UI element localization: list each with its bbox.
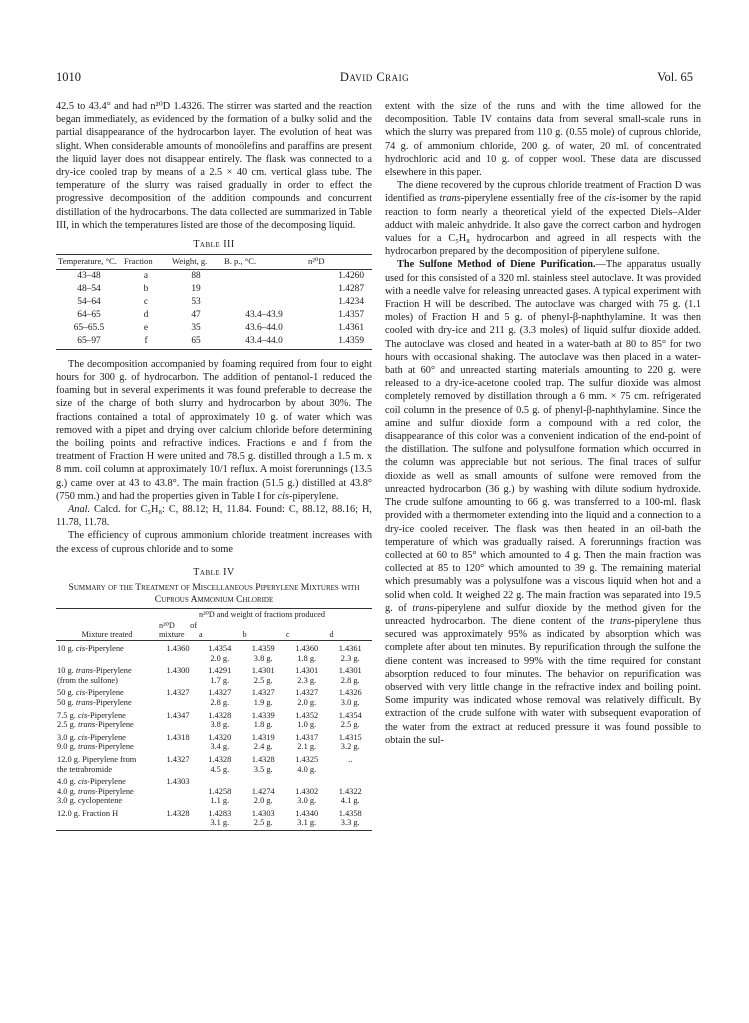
table-cell: 43.6–44.0 <box>245 322 283 333</box>
running-header <box>56 70 693 86</box>
fraction-weight: 3.5 g. <box>253 764 273 774</box>
mixture-nd: 1.4327 <box>166 754 190 764</box>
fraction-cell <box>198 774 241 806</box>
fraction-nd: 1.4302 <box>295 786 319 796</box>
fraction-nd: 1.4317 <box>295 732 319 742</box>
fraction-weight: 3.0 g. <box>340 697 360 707</box>
fraction-cell <box>241 806 284 831</box>
fraction-cell <box>198 685 241 707</box>
anal-label: Anal. <box>68 503 91 515</box>
fraction-cell <box>198 806 241 831</box>
table-title: Summary of the Treatment of Miscellaneous Piperylene Mixtures with Cuprous Ammonium Chloride <box>68 581 360 605</box>
table-cell: 1.4287 <box>338 283 364 294</box>
fraction-weight: 4.0 g. <box>297 764 317 774</box>
anal-text: Calcd. for C₅H₈: C, 88.12; H, 11.84. Found: C, 88.12, 88.16; H, 11.78, 11.78. <box>56 503 372 529</box>
column-header: Fraction <box>122 255 170 270</box>
table-cell: 19 <box>191 283 201 294</box>
table-cell: 65 <box>170 335 222 350</box>
table-cell: 47 <box>191 309 201 320</box>
mixture-nd: 1.4360 <box>166 643 190 653</box>
mixture-cell <box>56 806 158 831</box>
fraction-cell <box>328 806 372 831</box>
column-header: a <box>198 620 241 641</box>
table-cell: 43–48 <box>77 270 101 281</box>
fraction-cell <box>198 752 241 774</box>
table-cell: 1.4234 <box>338 296 364 307</box>
mixture-line: 3.0 g. cyclopentene <box>57 796 123 806</box>
fraction-nd: 1.4327 <box>208 688 232 698</box>
fraction-cell <box>328 730 372 752</box>
column-header: b <box>241 620 284 641</box>
paragraph: extent with the size of the runs and with the time allowed for the decomposition. Table IV contains data from several small-scale runs in which the slurry was prepared from 110 g. (0.55 mole) of cuprous chloride, 74 g. of ammonium chloride, 200 g. of water, 20 ml. of concentrated hydrochloric acid and 10 g. of copper wool. These data are discussed elsewhere in this paper. <box>385 101 701 179</box>
table-row <box>56 806 372 831</box>
mixture-cell <box>56 730 158 752</box>
fraction-cell <box>285 663 328 685</box>
mixture-line: 2.5 g. trans-Piperylene <box>57 720 134 730</box>
fraction-weight: 1.8 g. <box>253 720 273 730</box>
table-cell: 1.4260 <box>338 270 364 281</box>
fraction-cell <box>241 774 284 806</box>
fraction-cell <box>328 640 372 663</box>
fraction-nd: 1.4352 <box>295 710 319 720</box>
fraction-nd: 1.4328 <box>208 754 232 764</box>
fraction-nd: .. <box>348 754 353 764</box>
column-header: c <box>285 620 328 641</box>
table-row <box>56 663 372 685</box>
fraction-cell <box>328 752 372 774</box>
table-cell: 65–65.5 <box>73 322 105 333</box>
mixture-nd: 1.4300 <box>166 666 190 676</box>
table-row <box>56 269 372 283</box>
fraction-nd: 1.4319 <box>251 732 275 742</box>
table-row <box>56 730 372 752</box>
fraction-nd: 1.4354 <box>208 643 232 653</box>
mixture-line: 9.0 g. trans-Piperylene <box>57 742 134 752</box>
table-cell: 35 <box>191 322 201 333</box>
span-header: n²⁰D and weight of fractions produced <box>198 608 372 620</box>
left-column <box>56 100 372 831</box>
table-caption: Table III <box>193 239 235 251</box>
fraction-cell <box>198 708 241 730</box>
fraction-nd: 1.4327 <box>251 688 275 698</box>
fraction-nd: 1.4283 <box>208 808 232 818</box>
fraction-cell <box>285 730 328 752</box>
page-number: 1010 <box>56 70 81 84</box>
fraction-weight: 2.8 g. <box>340 675 360 685</box>
fraction-nd: 1.4328 <box>208 710 232 720</box>
fraction-cell <box>241 663 284 685</box>
fraction-weight: 1.1 g. <box>210 796 230 806</box>
fraction-cell <box>241 752 284 774</box>
fraction-cell <box>285 640 328 663</box>
table-cell: 43.4–44.0 <box>222 335 306 350</box>
fraction-nd: 1.4360 <box>295 643 319 653</box>
fraction-nd: 1.4358 <box>338 808 362 818</box>
table-cell: 43.4–43.9 <box>245 309 283 320</box>
table-cell <box>222 269 306 283</box>
column-header: Temperature, °C. <box>56 255 122 270</box>
mixture-nd: 1.4347 <box>166 710 190 720</box>
fraction-nd: 1.4301 <box>338 666 362 676</box>
mixture-nd: 1.4328 <box>158 806 198 831</box>
fraction-weight: 1.8 g. <box>297 653 317 663</box>
table-cell: 88 <box>191 270 201 281</box>
fraction-cell <box>198 640 241 663</box>
table-cell: c <box>143 296 149 307</box>
fraction-cell <box>328 685 372 707</box>
table-cell: 1.4361 <box>338 322 364 333</box>
fraction-weight: 2.0 g. <box>253 796 273 806</box>
fraction-nd: 1.4361 <box>338 643 362 653</box>
paragraph: 42.5 to 43.4° and had n²⁰D 1.4326. The stirrer was started and the reaction began immediately, as evidenced by the formation of a bulky solid and the partial disappearance of the hydrocarbon layer. The evolution of heat was slight. When considerable amounts of monoölefins and paraffins are present the liquid layer does not disappear entirely. The flask was connected to a dry-ice cooled trap by means of a 2.5 × 40 cm. vertical glass tube. The temperature of the slurry was raised gradually in order to effect the progressive decomposition of the addition compounds and concurrent distillation of the hydrocarbons. The data collected are summarized in Table III, in which the temperatures listed are those of the decomposing liquid. <box>56 101 372 231</box>
fraction-weight: 4.5 g. <box>210 764 230 774</box>
fraction-nd: 1.4301 <box>295 666 319 676</box>
table-cell <box>222 283 306 296</box>
mixture-line: the tetrabromide <box>57 764 113 774</box>
fraction-weight: 3.0 g. <box>297 796 317 806</box>
fraction-nd: 1.4340 <box>295 808 319 818</box>
fraction-weight: 2.5 g. <box>253 675 273 685</box>
fraction-cell <box>285 774 328 806</box>
column-header: d <box>328 620 372 641</box>
table-iii <box>56 254 372 350</box>
fraction-cell <box>241 708 284 730</box>
fraction-nd: 1.4339 <box>251 710 275 720</box>
header-spacer <box>56 608 158 620</box>
fraction-cell <box>328 663 372 685</box>
mixture-cell <box>56 663 158 685</box>
fraction-nd: 1.4274 <box>251 786 275 796</box>
table-cell: e <box>143 322 149 333</box>
header-spacer <box>158 608 198 620</box>
paragraph: The decomposition accompanied by foaming required from four to eight hours for 300 g. of hydrocarbon. The addition of pentanol-1 reduced the foaming but in several experiments it was found preferable to decrease the size of the charge of both slurry and hydrocarbon by about 30%. The fractions contained a total of approximately 10 g. of water which was removed with a pipet and drying over calcium chloride before determining the boiling points and refractive indices. Fractions e and f from the treatment of Fraction H were united and 78.5 g. distilled through a 1.5 m. x 8 mm. coil column at approximately 10/1 reflux. A moist forerunnings (13.5 g.) came over at 43 to 43.8°. The main fraction (51.5 g.) distilled at 43.8° (750 mm.) and had the properties given in Table I for cis-piperylene. <box>56 358 372 502</box>
column-header: B. p., °C. <box>222 255 306 270</box>
fraction-nd: 1.4325 <box>295 754 319 764</box>
table-row <box>56 685 372 707</box>
section-paragraph <box>385 258 701 747</box>
fraction-cell <box>285 685 328 707</box>
table-row <box>56 774 372 806</box>
section-text: —The apparatus usually used for this consisted of a 320 ml. stainless steel autoclave. It was provided with a needle valve for releasing unreacted gases. A typical experiment with Fraction H will be described. The autoclave was charged with 75 g. (1.1 moles) of Fraction H and 5 g. of phenyl-β-naphthylamine. It was then cooled with dry-ice and 211 g. (3.3 moles) of liquid sulfur dioxide added. The autoclave was closed and heated in a water-bath at 80 to 85° for two hours with occasional shaking. The autoclave was then placed in a water-bath at 60° and unreacted starting materials amounting to 220 g. were released to a dry-ice-acetone cooled trap. The sulfur dioxide was almost completely removed by distillation through a 6 mm. × 75 cm. refrigerated coil column in the presence of 0.5 g. of phenyl-β-naphthylamine. Since the amine and sulfur dioxide form a compound with a red color, the disappearance of this color was a convenient indication of the end-point of the distillation. The sulfone and polysulfone formation which occurred in the column was appreciable but not serious. The final traces of sulfur dioxide as well as small amounts of sulfone were removed from the unreacted hydrocarbon (36 g.) by washing with dilute sodium hydroxide. The crude sulfone amounting to 66 g. was transferred to a 100-ml. flask provided with a thermometer extending into the liquid and a connection to a dry-ice cooled receiver. The flask was then heated in an oil-bath the temperature of which was gradually raised. A forerunnings fraction was collected at 60 to 85° which amounted to 4 g. Then the main fraction was collected at 85 to 120° which amounted to 39 g. The remaining material which presumably was a polysulfone was a viscous liquid when hot and a solid when cold. It weighed 22 g. The main fraction was separated into 19.5 g. of trans-piperylene and sulfur dioxide by the method given for the unreacted hydrocarbon. The diene content of the trans-piperylene thus secured was approximately 95% as indicated by absorption which was complete after about ten minutes. By repurification through the sulfone the diene content was increased to 99% with the time required for constant absorption reduced to four minutes. The behavior on repurification was observed with very little change in the refractive index and boiling point. Some impurity was indicated whose removal was relatively difficult. By extraction of the crude sulfone with water with subsequent evaporation of the water from the extract at reduced pressure it was found possible to obtain the sul- <box>385 259 702 746</box>
mixture-line: 12.0 g. Piperylene from <box>57 754 137 764</box>
fraction-weight: 2.0 g. <box>210 653 230 663</box>
fraction-cell <box>198 663 241 685</box>
fraction-nd: 1.4303 <box>251 808 275 818</box>
mixture-line: 10 g. cis-Piperylene <box>57 643 124 653</box>
table-cell: 48–54 <box>77 283 101 294</box>
fraction-weight: 3.1 g. <box>210 818 230 828</box>
fraction-weight: 2.5 g. <box>253 818 273 828</box>
fraction-cell <box>241 730 284 752</box>
mixture-nd: 1.4318 <box>166 732 190 742</box>
mixture-line: 50 g. trans-Piperylene <box>57 697 132 707</box>
fraction-weight: 2.8 g. <box>210 697 230 707</box>
table-cell: f <box>122 335 170 350</box>
fraction-weight: 2.3 g. <box>297 675 317 685</box>
column-header: n²⁰D of mixture <box>159 620 197 639</box>
table-row <box>56 752 372 774</box>
fraction-cell <box>285 806 328 831</box>
fraction-nd: 1.4258 <box>208 786 232 796</box>
fraction-cell <box>285 708 328 730</box>
fraction-nd: 1.4301 <box>251 666 275 676</box>
mixture-cell <box>56 708 158 730</box>
fraction-nd: 1.4322 <box>338 786 362 796</box>
table-cell: 1.4359 <box>306 335 372 350</box>
right-column <box>385 100 701 747</box>
column-header: Mixture treated <box>56 620 158 641</box>
table-row <box>56 335 372 350</box>
table-row <box>56 309 372 322</box>
mixture-line: (from the sulfone) <box>57 675 118 685</box>
running-author: David Craig <box>339 70 410 84</box>
mixture-line: 4.0 g. trans-Piperylene <box>57 786 134 796</box>
table-row <box>56 708 372 730</box>
section-title: The Sulfone Method of Diene Purification. <box>397 259 596 271</box>
table-cell: d <box>143 309 149 320</box>
mixture-line: 50 g. cis-Piperylene <box>57 688 124 698</box>
mixture-cell <box>56 685 158 707</box>
column-header: Weight, g. <box>170 255 222 270</box>
fraction-weight: 1.7 g. <box>210 675 230 685</box>
fraction-weight: 3.3 g. <box>340 818 360 828</box>
table-row <box>56 296 372 309</box>
mixture-cell <box>56 640 158 663</box>
fraction-weight: 1.9 g. <box>253 697 273 707</box>
analysis-paragraph <box>56 503 372 529</box>
mixture-line: 10 g. trans-Piperylene <box>57 666 132 676</box>
table-cell: b <box>143 283 149 294</box>
fraction-weight: 3.8 g. <box>253 653 273 663</box>
fraction-weight: 2.3 g. <box>340 653 360 663</box>
column-header: n²⁰D <box>306 255 372 270</box>
fraction-nd: 1.4315 <box>338 732 362 742</box>
fraction-weight: 3.8 g. <box>210 720 230 730</box>
paragraph: The efficiency of cuprous ammonium chloride treatment increases with the excess of cuprous chloride and to some <box>56 530 372 555</box>
fraction-weight: 2.1 g. <box>297 742 317 752</box>
fraction-weight: 4.1 g. <box>340 796 360 806</box>
fraction-weight: 2.0 g. <box>297 697 317 707</box>
volume-label: Vol. 65 <box>657 70 693 84</box>
fraction-cell <box>198 730 241 752</box>
fraction-nd: 1.4354 <box>338 710 362 720</box>
table-iv <box>56 608 372 831</box>
mixture-line: 3.0 g. cis-Piperylene <box>57 732 126 742</box>
fraction-nd: 1.4326 <box>338 688 362 698</box>
fraction-weight: 3.1 g. <box>297 818 317 828</box>
mixture-cell <box>56 774 158 806</box>
fraction-nd: 1.4328 <box>251 754 275 764</box>
mixture-line: 7.5 g. cis-Piperylene <box>57 710 126 720</box>
table-row <box>56 283 372 296</box>
table-cell: 64–65 <box>77 309 101 320</box>
mixture-line: 4.0 g. cis-Piperylene <box>57 777 126 787</box>
mixture-nd: 1.4327 <box>166 688 190 698</box>
fraction-nd: 1.4320 <box>208 732 232 742</box>
fraction-cell <box>241 685 284 707</box>
table-row <box>56 640 372 663</box>
fraction-nd: 1.4327 <box>295 688 319 698</box>
mixture-nd: 1.4303 <box>166 777 190 787</box>
mixture-cell <box>56 752 158 774</box>
fraction-cell <box>328 708 372 730</box>
fraction-weight: 1.0 g. <box>297 720 317 730</box>
fraction-weight: 2.5 g. <box>340 720 360 730</box>
table-cell: 65–97 <box>56 335 122 350</box>
fraction-cell <box>285 752 328 774</box>
table-cell: 53 <box>191 296 201 307</box>
fraction-weight: 3.4 g. <box>210 742 230 752</box>
fraction-cell <box>241 640 284 663</box>
mixture-line: 12.0 g. Fraction H <box>57 808 119 818</box>
table-caption: Table IV <box>193 566 235 578</box>
table-cell <box>222 296 306 309</box>
table-cell: 1.4357 <box>338 309 364 320</box>
fraction-weight: 2.4 g. <box>253 742 273 752</box>
table-cell: 54–64 <box>77 296 101 307</box>
fraction-weight: 3.2 g. <box>340 742 360 752</box>
table-cell: a <box>143 270 149 281</box>
paragraph: The diene recovered by the cuprous chloride treatment of Fraction D was identified as trans-piperylene essentially free of the cis-isomer by the rapid reaction to form nearly a theoretical yield of the expected Diels–Alder adduct with maleic anhydride. It also gave the correct carbon and hydrogen values for a C₅H₈ hydrocarbon and agreed in all respects with the hydrocarbon prepared by the decomposition of piperylene sulfone. <box>385 180 701 258</box>
fraction-cell <box>328 774 372 806</box>
fraction-nd: 1.4359 <box>251 643 275 653</box>
table-row <box>56 322 372 335</box>
fraction-nd: 1.4291 <box>208 666 232 676</box>
